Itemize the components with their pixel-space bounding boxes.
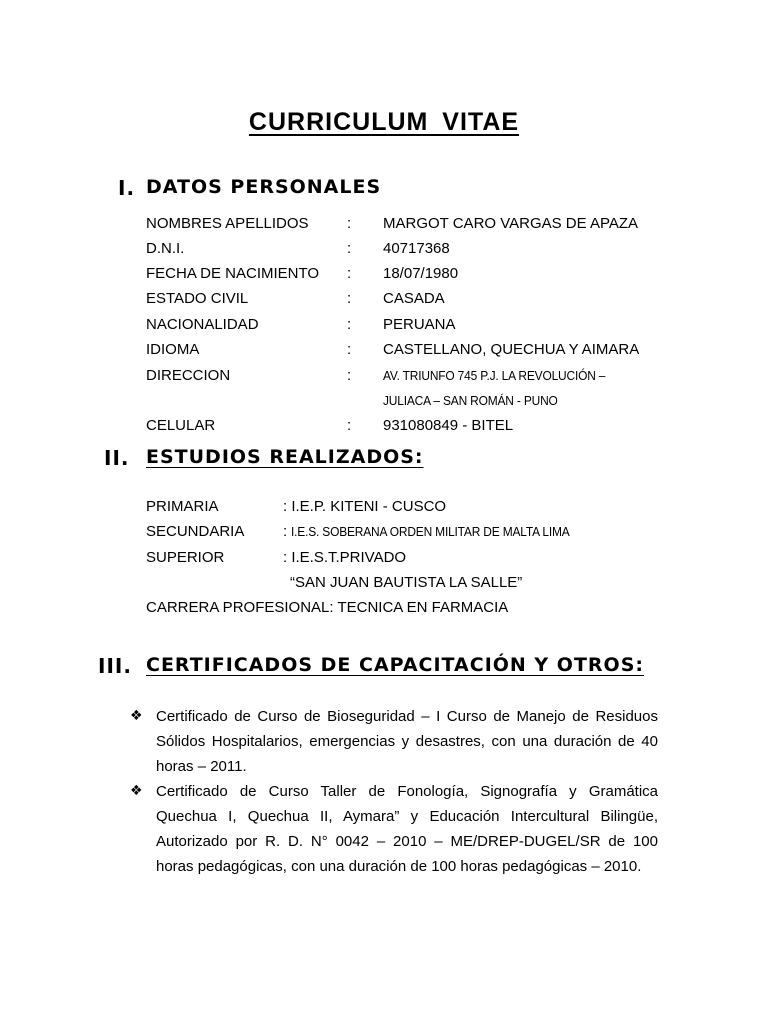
field-value: MARGOT CARO VARGAS DE APAZA [383,215,639,232]
field-value: 40717368 [383,240,450,257]
field-colon: : [347,417,352,434]
field-label: NACIONALIDAD [146,316,259,333]
field-colon: : [347,341,352,358]
field-colon: : [347,316,352,333]
list-item [130,704,658,779]
certificate-text: Certificado de Curso de Bioseguridad – I Curso de Manejo de Residuos Sólidos Hospitalarios, emergencias y desastres, con una duración de 40 horas – 2011. [156,708,658,775]
page-title [0,108,768,137]
study-label: PRIMARIA [146,498,219,515]
field-value: CASTELLANO, QUECHUA Y AIMARA [383,341,640,358]
field-value: 931080849 - BITEL [383,417,514,434]
study-school: I.E.S. SOBERANA ORDEN MILITAR DE MALTA LIMA [291,524,570,539]
certificates-list [130,704,658,879]
field-label: DIRECCION [146,367,231,384]
field-label: NOMBRES APELLIDOS [146,215,309,232]
address-line-2: JULIACA – SAN ROMÁN - PUNO [383,393,558,408]
field-colon: : [347,290,352,307]
study-label: SUPERIOR [146,549,225,566]
study-value: : I.E.S.T.PRIVADO [283,549,407,566]
study-label: SECUNDARIA [146,523,245,540]
certificate-text: Certificado de Curso Taller de Fonología, Signografía y Gramática Quechua I, Quechua II, Aymara” y Educación Intercultural Bilingüe, Autorizado por R. D. N° 0042 – 2010 – ME/DREP-DUGEL/SR de 100 horas pedagógicas, con una duración de 100 horas pedagógicas – 2010. [156,783,658,875]
section-title-personal: DATOS PERSONALES [146,176,382,198]
section-number-certificates: III. [98,654,132,678]
field-colon: : [347,265,352,282]
field-colon: : [347,367,352,384]
field-colon: : [347,215,352,232]
career-text: CARRERA PROFESIONAL: TECNICA EN FARMACIA [146,599,509,616]
diamond-bullet-icon: ❖ [130,708,143,724]
field-label: ESTADO CIVIL [146,290,249,307]
title-text: CURRICULUM VITAE [248,108,520,136]
study-prefix: : [283,523,292,540]
section-number-studies: II. [104,446,130,470]
field-colon: : [347,240,352,257]
field-label: FECHA DE NACIMIENTO [146,265,320,282]
field-value [383,392,573,410]
field-value: CASADA [383,290,445,307]
list-item [130,779,658,879]
field-label: D.N.I. [146,240,185,257]
study-value: “SAN JUAN BAUTISTA LA SALLE” [290,574,523,591]
field-label: CELULAR [146,417,216,434]
field-value: 18/07/1980 [383,265,459,282]
section-title-certificates: CERTIFICADOS DE CAPACITACIÓN Y OTROS: [146,654,644,676]
diamond-bullet-icon: ❖ [130,783,143,799]
section-title-studies: ESTUDIOS REALIZADOS: [146,446,424,468]
section-number-personal: I. [118,176,136,200]
address-line-1: AV. TRIUNFO 745 P.J. LA REVOLUCIÓN – [383,368,606,383]
field-value: PERUANA [383,316,456,333]
study-value: : I.E.P. KITENI - CUSCO [283,498,447,515]
study-value [283,523,594,541]
field-value [383,367,625,385]
field-label: IDIOMA [146,341,200,358]
